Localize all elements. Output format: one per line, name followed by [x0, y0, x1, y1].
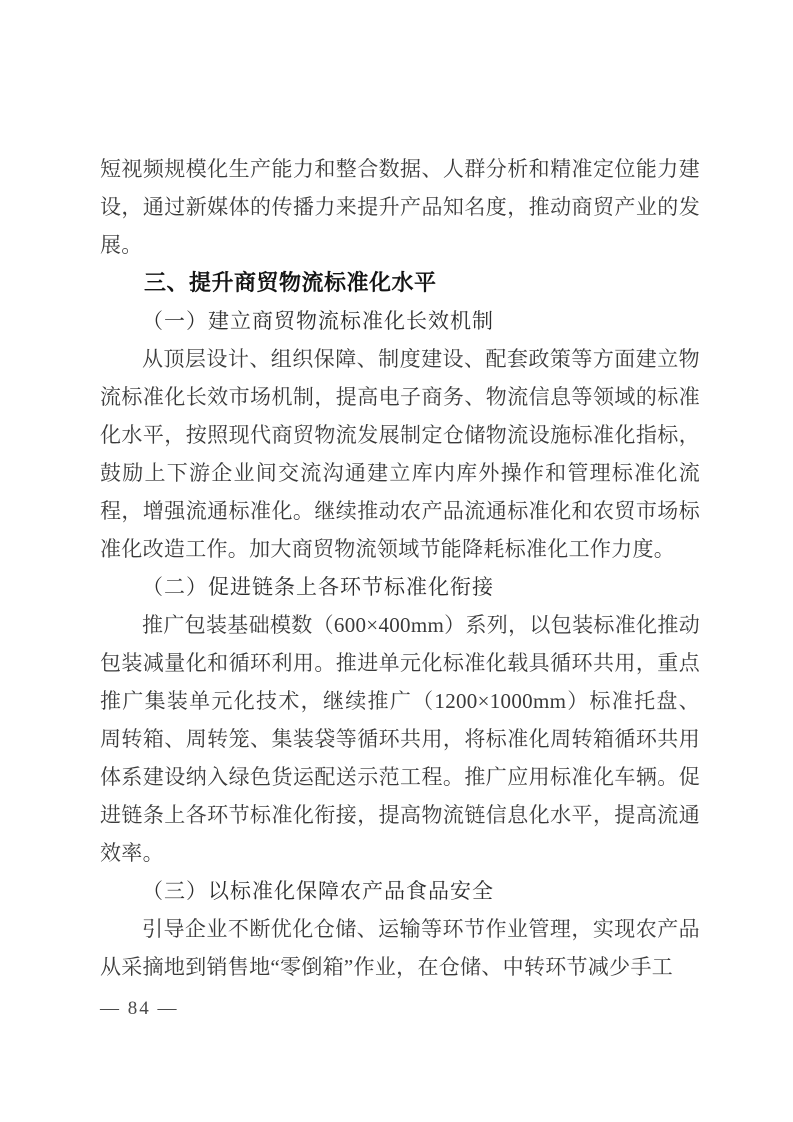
- paragraph-subsection-3: 引导企业不断优化仓储、运输等环节作业管理，实现农产品从采摘地到销售地“零倒箱”作业，在仓储、中转环节减少手工: [100, 917, 700, 979]
- page-number: — 84 —: [100, 998, 179, 1019]
- section-heading-3: 三、提升商贸物流标准化水平: [144, 270, 437, 295]
- page-content: [100, 150, 700, 986]
- paragraph-subsection-1: 从顶层设计、组织保障、制度建设、配套政策等方面建立物流标准化长效市场机制，提高电子商务、物流信息等领域的标准化水平，按照现代商贸物流发展制定仓储物流设施标准化指标，鼓励上下游企业间交流沟通建立库内库外操作和管理标准化流程，增强流通标准化。继续推动农产品流通标准化和农贸市场标准化改造工作。加大商贸物流领域节能降耗标准化工作力度。: [100, 347, 700, 561]
- subsection-heading-1: （一）建立商贸物流标准化长效机制: [142, 309, 494, 333]
- subsection-heading-3: （三）以标准化保障农产品食品安全: [142, 879, 494, 903]
- paragraph-subsection-2: 推广包装基础模数（600×400mm）系列，以包装标准化推动包装减量化和循环利用。推进单元化标准化载具循环共用，重点推广集装单元化技术，继续推广（1200×1000mm）标准托盘、周转箱、周转笼、集装袋等循环共用，将标准化周转箱循环共用体系建设纳入绿色货运配送示范工程。推广应用标准化车辆。促进链条上各环节标准化衔接，提高物流链信息化水平，提高流通效率。: [100, 613, 700, 865]
- paragraph-continuation: 短视频规模化生产能力和整合数据、人群分析和精准定位能力建设，通过新媒体的传播力来提升产品知名度，推动商贸产业的发展。: [100, 157, 700, 257]
- subsection-heading-2: （二）促进链条上各环节标准化衔接: [142, 575, 494, 599]
